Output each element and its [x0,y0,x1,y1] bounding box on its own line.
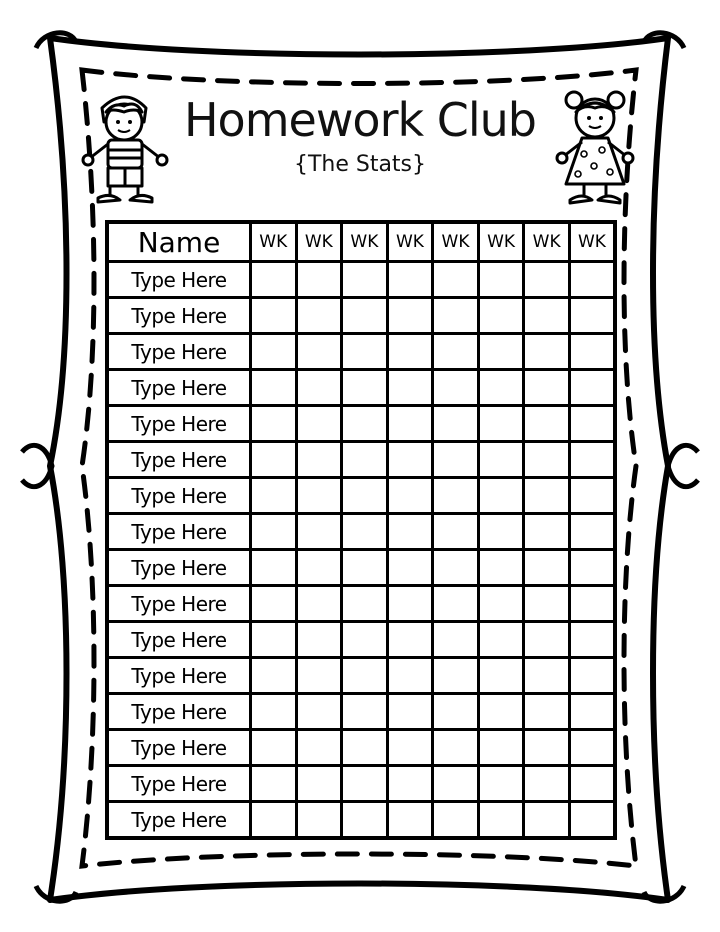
week-entry-cell[interactable] [524,334,570,370]
week-entry-cell[interactable] [296,658,342,694]
week-entry-cell[interactable] [387,550,433,586]
table-row [107,730,615,766]
week-entry-cell[interactable] [433,514,479,550]
student-name-cell[interactable]: Type Here [107,586,251,622]
week-entry-cell[interactable] [296,514,342,550]
week-entry-cell[interactable] [296,802,342,839]
week-entry-cell[interactable] [342,802,388,839]
week-entry-cell[interactable] [524,622,570,658]
week-entry-cell[interactable] [387,298,433,334]
week-entry-cell[interactable] [387,442,433,478]
week-entry-cell[interactable] [524,766,570,802]
week-entry-cell[interactable] [569,586,615,622]
table-row [107,298,615,334]
side-curl-right [668,445,698,486]
week-entry-cell[interactable] [569,442,615,478]
table-row [107,658,615,694]
week-entry-cell[interactable] [387,406,433,442]
week-entry-cell[interactable] [524,442,570,478]
student-name-cell[interactable]: Type Here [107,514,251,550]
week-entry-cell[interactable] [524,550,570,586]
week-entry-cell[interactable] [433,730,479,766]
week-entry-cell[interactable] [387,334,433,370]
week-entry-cell[interactable] [296,262,342,298]
week-entry-cell[interactable] [569,370,615,406]
week-entry-cell[interactable] [342,514,388,550]
week-entry-cell[interactable] [296,478,342,514]
week-entry-cell[interactable] [251,658,297,694]
week-column-header: WK [251,222,297,262]
week-entry-cell[interactable] [524,586,570,622]
week-entry-cell[interactable] [387,766,433,802]
week-entry-cell[interactable] [342,262,388,298]
week-entry-cell[interactable] [296,694,342,730]
week-entry-cell[interactable] [342,766,388,802]
week-entry-cell[interactable] [569,802,615,839]
table-row [107,478,615,514]
table-row [107,550,615,586]
week-entry-cell[interactable] [478,298,524,334]
week-entry-cell[interactable] [433,442,479,478]
week-entry-cell[interactable] [296,622,342,658]
week-entry-cell[interactable] [478,262,524,298]
week-entry-cell[interactable] [478,550,524,586]
week-entry-cell[interactable] [251,370,297,406]
week-entry-cell[interactable] [433,694,479,730]
table-row [107,442,615,478]
week-entry-cell[interactable] [433,766,479,802]
week-entry-cell[interactable] [342,478,388,514]
week-entry-cell[interactable] [478,802,524,839]
student-name-cell[interactable]: Type Here [107,550,251,586]
week-entry-cell[interactable] [342,622,388,658]
week-entry-cell[interactable] [569,658,615,694]
week-entry-cell[interactable] [387,478,433,514]
week-column-header: WK [478,222,524,262]
week-entry-cell[interactable] [524,262,570,298]
week-entry-cell[interactable] [387,694,433,730]
week-entry-cell[interactable] [569,406,615,442]
week-entry-cell[interactable] [478,586,524,622]
week-column-header: WK [524,222,570,262]
week-entry-cell[interactable] [524,730,570,766]
week-entry-cell[interactable] [296,370,342,406]
week-entry-cell[interactable] [296,586,342,622]
week-entry-cell[interactable] [296,406,342,442]
week-entry-cell[interactable] [251,586,297,622]
week-entry-cell[interactable] [342,442,388,478]
week-entry-cell[interactable] [478,730,524,766]
week-entry-cell[interactable] [251,802,297,839]
week-column-header: WK [296,222,342,262]
student-name-cell[interactable]: Type Here [107,730,251,766]
student-name-cell[interactable]: Type Here [107,370,251,406]
week-entry-cell[interactable] [433,802,479,839]
week-entry-cell[interactable] [569,478,615,514]
week-entry-cell[interactable] [478,334,524,370]
week-entry-cell[interactable] [478,370,524,406]
table-row [107,622,615,658]
student-name-cell[interactable]: Type Here [107,766,251,802]
student-name-cell[interactable]: Type Here [107,298,251,334]
week-entry-cell[interactable] [433,478,479,514]
week-entry-cell[interactable] [433,298,479,334]
week-entry-cell[interactable] [569,622,615,658]
table-row [107,766,615,802]
table-row [107,802,615,839]
week-entry-cell[interactable] [342,658,388,694]
week-entry-cell[interactable] [251,514,297,550]
table-row [107,262,615,298]
week-entry-cell[interactable] [342,334,388,370]
week-entry-cell[interactable] [251,694,297,730]
week-entry-cell[interactable] [524,298,570,334]
page-subtitle: {The Stats} [293,152,427,177]
week-entry-cell[interactable] [433,406,479,442]
week-entry-cell[interactable] [478,442,524,478]
table-row [107,514,615,550]
week-entry-cell[interactable] [251,406,297,442]
week-entry-cell[interactable] [387,658,433,694]
stats-table [105,220,617,840]
week-entry-cell[interactable] [296,334,342,370]
week-entry-cell[interactable] [251,766,297,802]
week-entry-cell[interactable] [251,550,297,586]
week-entry-cell[interactable] [569,298,615,334]
table-row [107,370,615,406]
week-entry-cell[interactable] [387,802,433,839]
week-entry-cell[interactable] [433,334,479,370]
week-entry-cell[interactable] [387,730,433,766]
table-row [107,334,615,370]
week-entry-cell[interactable] [342,730,388,766]
student-name-cell[interactable]: Type Here [107,802,251,839]
week-entry-cell[interactable] [478,766,524,802]
week-entry-cell[interactable] [342,550,388,586]
week-entry-cell[interactable] [342,298,388,334]
week-entry-cell[interactable] [296,442,342,478]
student-name-cell[interactable]: Type Here [107,262,251,298]
week-entry-cell[interactable] [478,514,524,550]
week-entry-cell[interactable] [296,298,342,334]
week-entry-cell[interactable] [433,658,479,694]
week-entry-cell[interactable] [524,658,570,694]
week-column-header: WK [387,222,433,262]
week-column-header: WK [569,222,615,262]
table-row [107,586,615,622]
week-entry-cell[interactable] [387,262,433,298]
week-entry-cell[interactable] [478,406,524,442]
student-name-cell[interactable]: Type Here [107,478,251,514]
week-entry-cell[interactable] [387,370,433,406]
week-entry-cell[interactable] [342,406,388,442]
week-column-header: WK [433,222,479,262]
student-name-cell[interactable]: Type Here [107,442,251,478]
week-entry-cell[interactable] [296,730,342,766]
week-entry-cell[interactable] [251,442,297,478]
week-entry-cell[interactable] [524,478,570,514]
student-name-cell[interactable]: Type Here [107,334,251,370]
table-body [107,262,615,839]
week-entry-cell[interactable] [251,730,297,766]
week-entry-cell[interactable] [387,622,433,658]
week-entry-cell[interactable] [569,730,615,766]
week-entry-cell[interactable] [342,694,388,730]
week-entry-cell[interactable] [433,262,479,298]
week-entry-cell[interactable] [251,262,297,298]
week-entry-cell[interactable] [433,622,479,658]
week-entry-cell[interactable] [524,694,570,730]
week-entry-cell[interactable] [524,370,570,406]
week-entry-cell[interactable] [387,586,433,622]
week-entry-cell[interactable] [569,766,615,802]
week-entry-cell[interactable] [251,298,297,334]
week-entry-cell[interactable] [342,370,388,406]
week-entry-cell[interactable] [524,514,570,550]
week-entry-cell[interactable] [296,766,342,802]
week-entry-cell[interactable] [569,514,615,550]
week-entry-cell[interactable] [478,694,524,730]
page-title: Homework Club [183,93,537,147]
week-entry-cell[interactable] [251,478,297,514]
week-entry-cell[interactable] [478,622,524,658]
week-entry-cell[interactable] [478,478,524,514]
student-name-cell[interactable]: Type Here [107,694,251,730]
week-entry-cell[interactable] [433,550,479,586]
week-entry-cell[interactable] [251,334,297,370]
week-column-header: WK [342,222,388,262]
week-entry-cell[interactable] [524,406,570,442]
week-entry-cell[interactable] [569,262,615,298]
week-entry-cell[interactable] [569,334,615,370]
week-entry-cell[interactable] [478,658,524,694]
student-name-cell[interactable]: Type Here [107,406,251,442]
corner-curl-bottom-left [36,886,76,901]
week-entry-cell[interactable] [342,586,388,622]
week-entry-cell[interactable] [569,694,615,730]
student-name-cell[interactable]: Type Here [107,622,251,658]
week-entry-cell[interactable] [387,514,433,550]
table-header-row [107,222,615,262]
table-row [107,406,615,442]
week-entry-cell[interactable] [569,550,615,586]
name-column-header: Name [107,222,251,262]
week-entry-cell[interactable] [524,802,570,839]
student-name-cell[interactable]: Type Here [107,658,251,694]
week-entry-cell[interactable] [433,586,479,622]
table-row [107,694,615,730]
week-entry-cell[interactable] [433,370,479,406]
week-entry-cell[interactable] [251,622,297,658]
week-entry-cell[interactable] [296,550,342,586]
